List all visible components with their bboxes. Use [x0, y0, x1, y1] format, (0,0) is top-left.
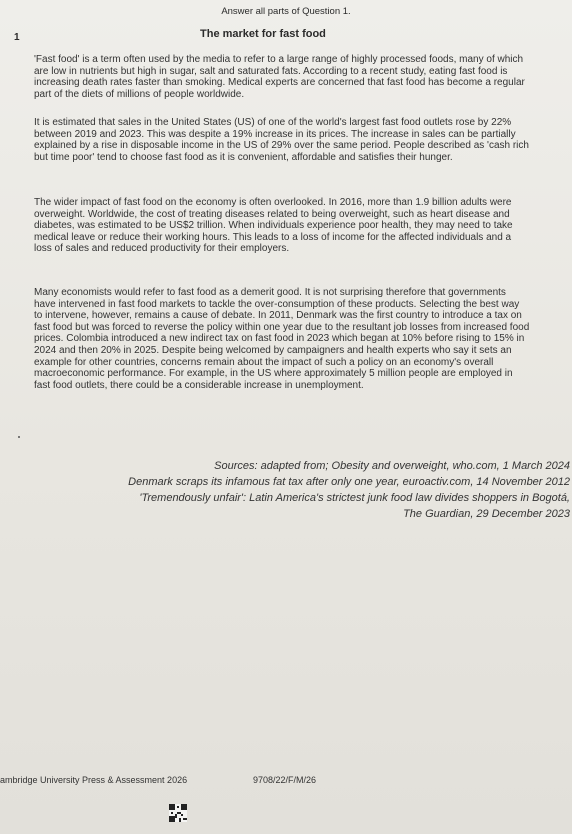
instructions-header: Answer all parts of Question 1. — [221, 6, 351, 17]
sources-block — [50, 458, 572, 522]
article-title: The market for fast food — [200, 28, 326, 40]
margin-mark — [18, 436, 20, 438]
source-line: 'Tremendously unfair': Latin America's strictest junk food law divides shoppers in Bogotá, — [139, 492, 570, 504]
footer-publisher: ambridge University Press & Assessment 2026 — [0, 775, 188, 785]
source-line: The Guardian, 29 December 2023 — [403, 508, 570, 520]
question-number: 1 — [14, 32, 20, 43]
source-line: Sources: adapted from; Obesity and overweight, who.com, 1 March 2024 — [214, 460, 570, 472]
source-line: Denmark scraps its infamous fat tax after only one year, euroactiv.com, 14 November 2012 — [128, 476, 570, 488]
footer-paper-code: 9708/22/F/M/26 — [253, 775, 317, 785]
paragraph-2: It is estimated that sales in the United States (US) of one of the world's largest fast food outlets rose by 22% between 2019 and 2023. This was despite a 19% increase in its prices. The increase in sales can be partially explained by a rise in disposable income in the US of 29% over the same period. People described as 'cash rich but time poor' tend to choose fast food as it is convenient, affordable and satisfies their hunger. — [34, 117, 529, 163]
paragraph-4: Many economists would refer to fast food as a demerit good. It is not surprising therefore that governments have intervened in fast food markets to tackle the over-consumption of these products. Selecting the best way to intervene, however, remains a cause of debate. In 2011, Denmark was the first country to introduce a tax on fast food but was forced to reverse the policy within one year due to the resultant job losses from increased food prices. Colombia introduced a new indirect tax on fast food in 2023 which began at 10% before rising to 15% in 2024 and then 20% in 2025. Despite being welcomed by campaigners and health experts who say it sets an example for other countries, concerns remain about the impact of such a policy on an economy's overall macroeconomic performance. For example, in the US where approximately 5 million people are employed in fast food outlets, there could be a considerable increase in unemployment. — [34, 287, 530, 391]
paragraph-3: The wider impact of fast food on the economy is often overlooked. In 2016, more than 1.9 billion adults were overweight. Worldwide, the cost of treating diseases related to being overweight, such as heart disease and diabetes, was estimated to be US$2 trillion. When individuals experience poor health, they may need to take medical leave or reduce their working hours. This leads to a loss of income for the affected individuals and a loss of sales and reduced productivity for their employers. — [34, 197, 513, 255]
barcode-icon — [169, 804, 187, 822]
paragraph-1: 'Fast food' is a term often used by the media to refer to a large range of highly processed foods, many of which are low in nutrients but high in sugar, salt and saturated fats. According to a recent study, eating fast food is increasing death rates faster than smoking. Medical experts are concerned that fast food has become a regular part of the diets of millions of people worldwide. — [34, 54, 525, 100]
